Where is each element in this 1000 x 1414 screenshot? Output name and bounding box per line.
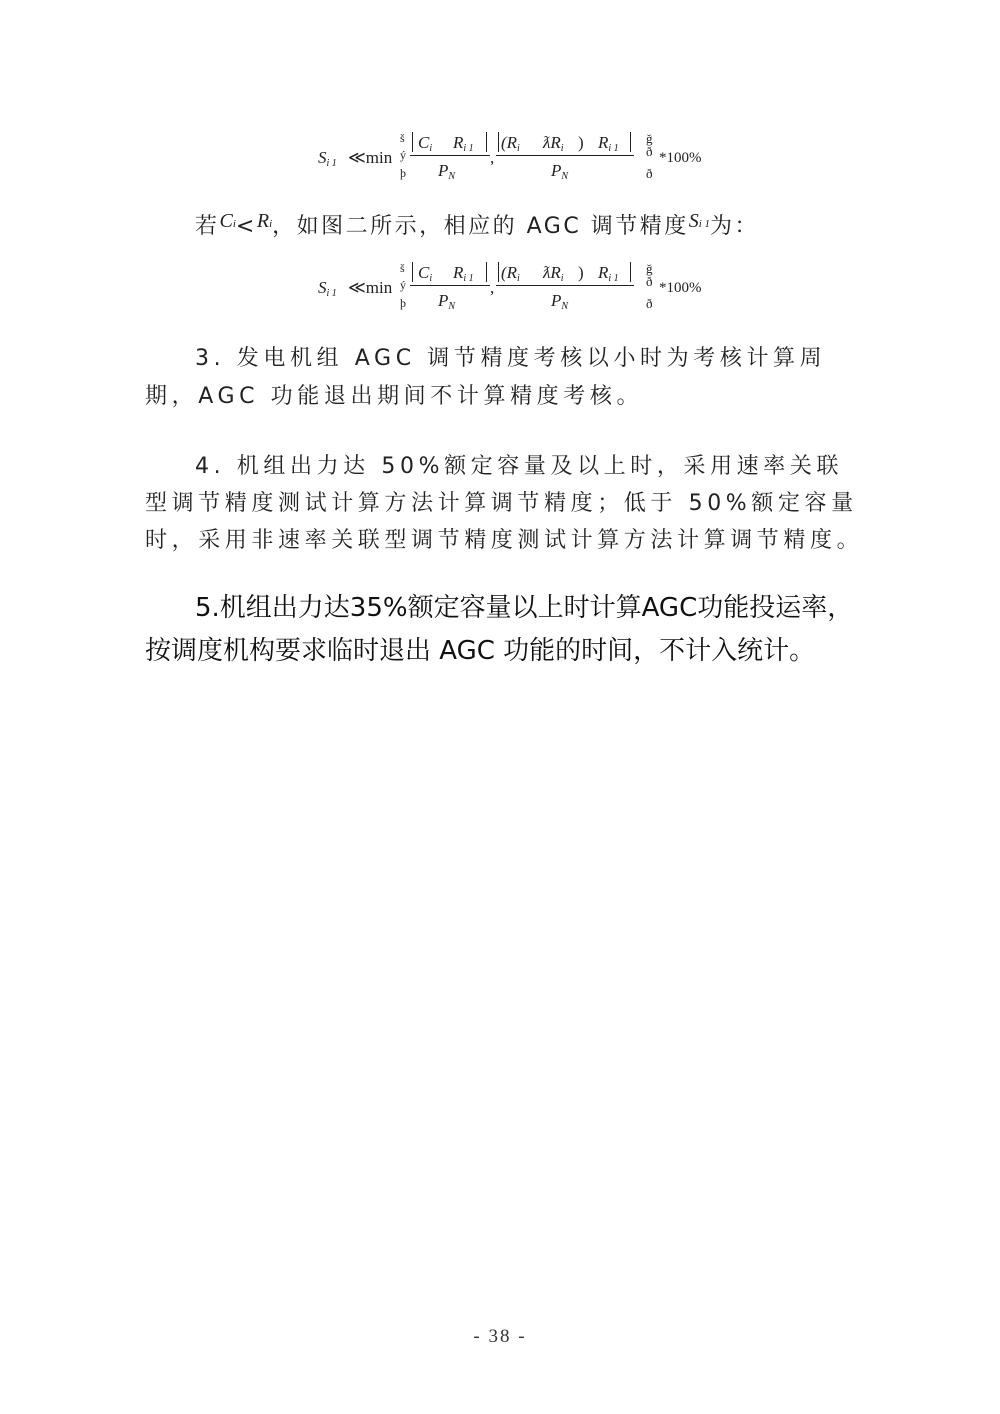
- page-number: - 38 -: [473, 1326, 527, 1347]
- right-brace-top: ǧ: [646, 131, 653, 146]
- paragraph-3: 3. 发电机组 AGC 调节精度考核以小时为考核计算周期，AGC 功能退出期间不计算精度考核。: [145, 346, 827, 409]
- condition-suffix: 为：: [710, 214, 760, 239]
- formula-comma: ,: [490, 278, 495, 297]
- abs-bar-right-1: [486, 132, 487, 152]
- fraction1-bar: [410, 285, 490, 286]
- paragraph-5-line-1: 5.机组出力达35%额定容量以上时计算AGC功能投运率，: [195, 593, 854, 623]
- right-brace-middle: ð: [646, 274, 653, 289]
- brace-top: š: [400, 261, 405, 275]
- abs-bar-right-2: [630, 132, 631, 152]
- brace-bottom: þ: [400, 296, 406, 310]
- condition-middle-text: ，如图二所示，相应的 AGC 调节精度: [272, 214, 689, 239]
- right-brace-middle: ð: [646, 144, 653, 159]
- fraction1-numerator-c: $C_i$: [418, 133, 433, 154]
- fraction2-end: $R_{i 1}$: [598, 263, 619, 284]
- condition-line: [145, 208, 865, 249]
- fraction2-close: ): [578, 133, 584, 152]
- formula-tail: *100%: [659, 150, 702, 166]
- fraction2-bar: [496, 155, 634, 156]
- abs-bar-right-2: [630, 262, 631, 282]
- formula-2: [318, 258, 738, 322]
- var-c: Ci: [219, 210, 236, 232]
- fraction1-numerator-r: $R_{i 1}$: [453, 133, 474, 154]
- formula-lhs: $S_{i 1}$: [318, 148, 337, 169]
- right-brace-bottom: ð: [646, 296, 653, 311]
- fraction2-close: ): [578, 263, 584, 282]
- fraction2-mid: $ƛR_i$: [543, 263, 564, 284]
- fraction2-bar: [496, 285, 634, 286]
- right-brace-top: ǧ: [646, 261, 653, 276]
- fraction2-mid: $ƛR_i$: [543, 133, 564, 154]
- fraction1-numerator-c: $C_i$: [418, 263, 433, 284]
- brace-middle: ý: [400, 148, 406, 162]
- fraction1-denominator: $P_N$: [438, 291, 456, 312]
- right-brace-bottom: ð: [646, 166, 653, 181]
- formula-comma: ,: [490, 148, 495, 167]
- formula-lhs: $S_{i 1}$: [318, 278, 337, 299]
- fraction1-denominator: $P_N$: [438, 161, 456, 182]
- abs-bar-left-1: [412, 132, 413, 152]
- paragraph-4: 4. 机组出力达 50%额定容量及以上时，采用速率关联型调节精度测试计算方法计算调节精度；低于 50%额定容量时，采用非速率关联型调节精度测试计算方法计算调节精度。: [145, 454, 864, 553]
- fraction1-numerator-r: $R_{i 1}$: [453, 263, 474, 284]
- brace-bottom: þ: [400, 166, 406, 180]
- var-r: Ri: [256, 210, 273, 232]
- formula-tail: *100%: [659, 280, 702, 296]
- formula-min-operator: ≪min: [348, 278, 393, 297]
- fraction2-open: ($R_i$: [501, 263, 520, 284]
- var-s: Si 1: [688, 210, 711, 232]
- abs-bar-left-2: [498, 262, 499, 282]
- fraction2-denominator: $P_N$: [551, 161, 569, 182]
- paragraph-5-line-2: 按调度机构要求临时退出 AGC 功能的时间，不计入统计。: [145, 636, 816, 666]
- abs-bar-right-1: [486, 262, 487, 282]
- fraction2-end: $R_{i 1}$: [598, 133, 619, 154]
- formula-1: [318, 128, 738, 192]
- abs-bar-left-2: [498, 132, 499, 152]
- less-than-sign: <: [235, 214, 257, 239]
- fraction1-bar: [410, 155, 490, 156]
- formula-min-operator: ≪min: [348, 148, 393, 167]
- fraction2-denominator: $P_N$: [551, 291, 569, 312]
- fraction2-open: ($R_i$: [501, 133, 520, 154]
- condition-prefix: 若: [195, 214, 220, 239]
- abs-bar-left-1: [412, 262, 413, 282]
- brace-top: š: [400, 131, 405, 145]
- brace-middle: ý: [400, 278, 406, 292]
